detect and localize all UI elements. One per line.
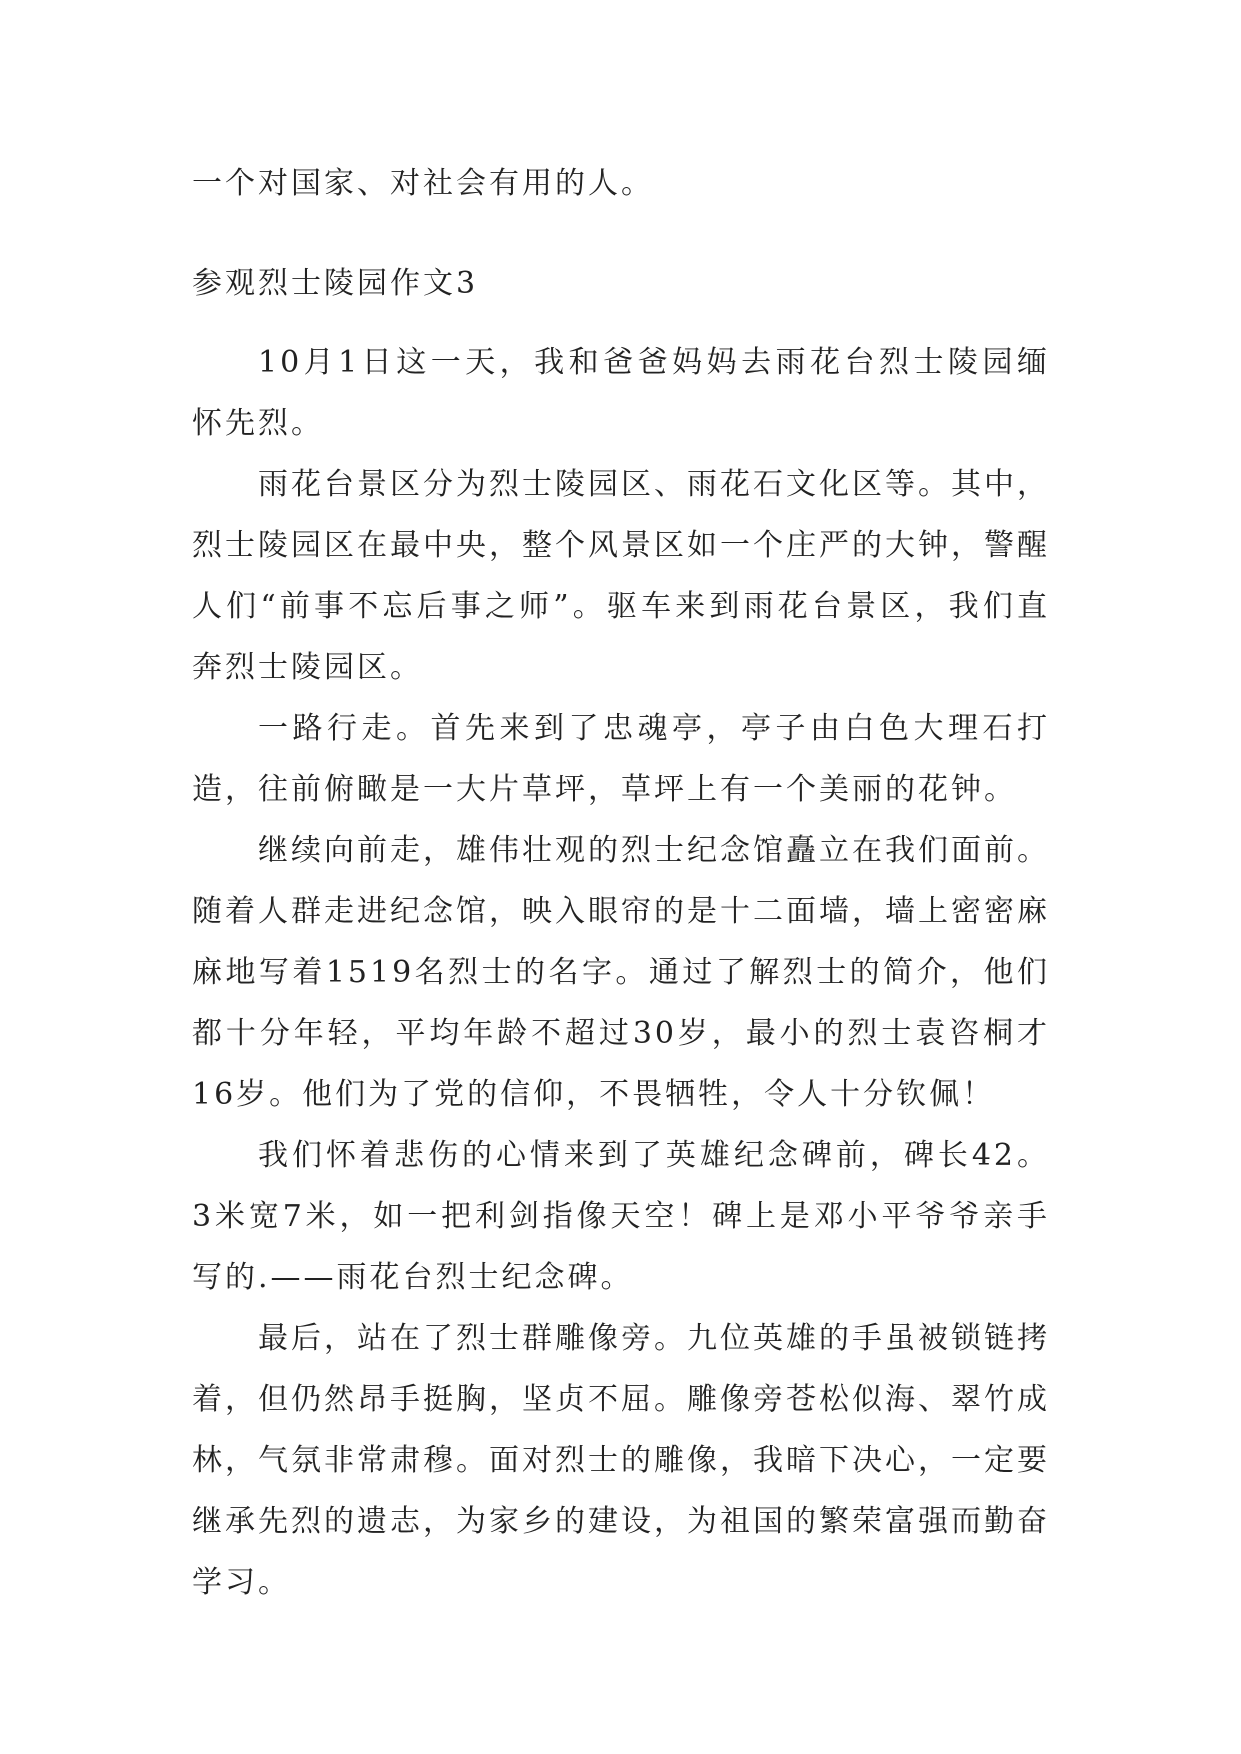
paragraph: 我们怀着悲伤的心情来到了英雄纪念碑前，碑长42。3米宽7米，如一把利剑指像天空！碑上是邓小平爷爷亲手写的.——雨花台烈士纪念碑。: [192, 1138, 1050, 1295]
essay-title-block: [192, 253, 1050, 314]
essay-body: [192, 332, 1050, 1613]
continuation-text: [192, 153, 1050, 214]
paragraph: 最后，站在了烈士群雕像旁。九位英雄的手虽被锁链拷着，但仍然昂手挺胸，坚贞不屈。雕像旁苍松似海、翠竹成林，气氛非常肃穆。面对烈士的雕像，我暗下决心，一定要继承先烈的遗志，为家乡的建设，为祖国的繁荣富强而勤奋学习。: [192, 1321, 1050, 1600]
essay-title: 参观烈士陵园作文3: [192, 266, 479, 301]
paragraph: 10月1日这一天，我和爸爸妈妈去雨花台烈士陵园缅怀先烈。: [192, 345, 1050, 441]
paragraph: 继续向前走，雄伟壮观的烈士纪念馆矗立在我们面前。随着人群走进纪念馆，映入眼帘的是十二面墙，墙上密密麻麻地写着1519名烈士的名字。通过了解烈士的简介，他们都十分年轻，平均年龄不超过30岁，最小的烈士袁咨桐才16岁。他们为了党的信仰，不畏牺牲，令人十分钦佩！: [192, 833, 1050, 1112]
continuation-line: 一个对国家、对社会有用的人。: [192, 166, 654, 201]
paragraph: 雨花台景区分为烈士陵园区、雨花石文化区等。其中，烈士陵园区在最中央，整个风景区如一个庄严的大钟，警醒人们“前事不忘后事之师”。驱车来到雨花台景区，我们直奔烈士陵园区。: [192, 467, 1050, 685]
paragraph: 一路行走。首先来到了忠魂亭，亭子由白色大理石打造，往前俯瞰是一大片草坪，草坪上有一个美丽的花钟。: [192, 711, 1050, 807]
